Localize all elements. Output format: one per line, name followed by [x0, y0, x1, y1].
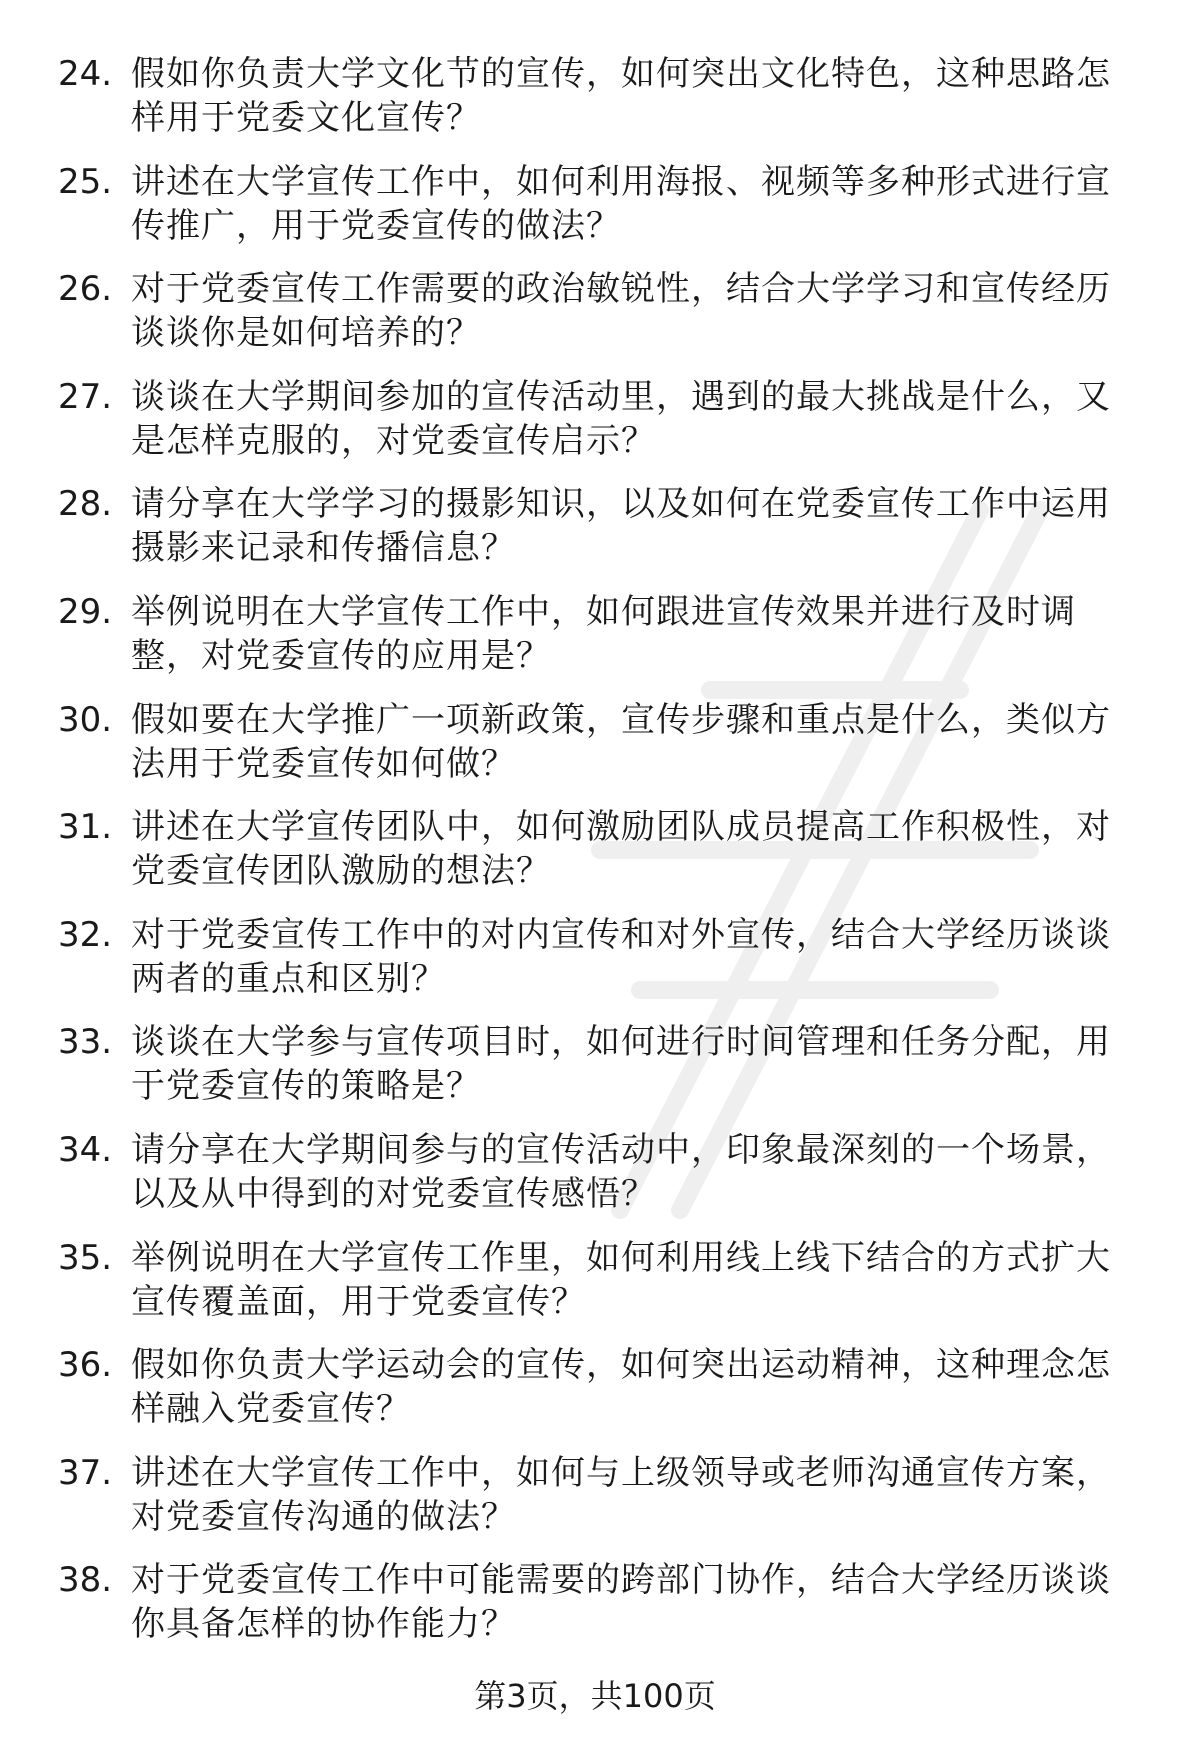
- question-number: 32.: [58, 914, 113, 955]
- question-item: [0, 267, 1190, 375]
- question-text: 对于党委宣传工作需要的政治敏锐性，结合大学学习和宣传经历谈谈你是如何培养的？: [131, 269, 1111, 354]
- question-item: [0, 590, 1190, 698]
- question-item: [0, 1343, 1190, 1451]
- question-item: [0, 913, 1190, 1021]
- question-text: 假如你负责大学文化节的宣传，如何突出文化特色，这种思路怎样用于党委文化宣传？: [131, 54, 1111, 138]
- question-number: 30.: [58, 699, 113, 740]
- question-number: 33.: [58, 1022, 113, 1063]
- question-number: 29.: [58, 591, 113, 632]
- question-text: 对于党委宣传工作中可能需要的跨部门协作，结合大学经历谈谈你具备怎样的协作能力？: [131, 1560, 1111, 1645]
- question-item: [0, 52, 1190, 160]
- page-footer: [0, 1676, 1190, 1716]
- question-item: [0, 1128, 1190, 1236]
- question-text: 举例说明在大学宣传工作里，如何利用线上线下结合的方式扩大宣传覆盖面，用于党委宣传？: [131, 1237, 1111, 1322]
- question-text: 谈谈在大学参与宣传项目时，如何进行时间管理和任务分配，用于党委宣传的策略是？: [131, 1022, 1111, 1107]
- question-item: [0, 375, 1190, 483]
- question-number: 38.: [58, 1560, 113, 1601]
- question-number: 36.: [58, 1345, 113, 1386]
- question-text: 讲述在大学宣传工作中，如何与上级领导或老师沟通宣传方案，对党委宣传沟通的做法？: [131, 1452, 1111, 1537]
- question-item: [0, 1451, 1190, 1559]
- question-list: [0, 52, 1190, 1666]
- question-item: [0, 1558, 1190, 1666]
- question-text: 讲述在大学宣传工作中，如何利用海报、视频等多种形式进行宣传推广，用于党委宣传的做法？: [131, 161, 1111, 246]
- question-number: 34.: [58, 1129, 113, 1170]
- page-number-label: 第3页，共100页: [474, 1677, 716, 1715]
- question-text: 对于党委宣传工作中的对内宣传和对外宣传，结合大学经历谈谈两者的重点和区别？: [131, 914, 1111, 999]
- question-number: 26.: [58, 269, 113, 310]
- question-item: [0, 698, 1190, 806]
- question-text: 假如要在大学推广一项新政策，宣传步骤和重点是什么，类似方法用于党委宣传如何做？: [131, 699, 1111, 784]
- question-item: [0, 160, 1190, 268]
- question-number: 24.: [58, 54, 113, 94]
- question-item: [0, 1020, 1190, 1128]
- question-text: 举例说明在大学宣传工作中，如何跟进宣传效果并进行及时调整，对党委宣传的应用是？: [131, 591, 1076, 676]
- question-number: 31.: [58, 807, 113, 848]
- question-text: 请分享在大学期间参与的宣传活动中，印象最深刻的一个场景，以及从中得到的对党委宣传感悟？: [131, 1129, 1111, 1214]
- question-item: [0, 805, 1190, 913]
- question-item: [0, 1236, 1190, 1344]
- question-text: 请分享在大学学习的摄影知识，以及如何在党委宣传工作中运用摄影来记录和传播信息？: [131, 484, 1111, 569]
- question-number: 28.: [58, 484, 113, 525]
- question-text: 谈谈在大学期间参加的宣传活动里，遇到的最大挑战是什么，又是怎样克服的，对党委宣传启示？: [131, 376, 1111, 461]
- question-item: [0, 482, 1190, 590]
- question-text: 假如你负责大学运动会的宣传，如何突出运动精神，这种理念怎样融入党委宣传？: [131, 1345, 1111, 1430]
- question-number: 37.: [58, 1452, 113, 1493]
- question-text: 讲述在大学宣传团队中，如何激励团队成员提高工作积极性，对党委宣传团队激励的想法？: [131, 807, 1111, 892]
- question-number: 35.: [58, 1237, 113, 1278]
- question-number: 25.: [58, 161, 113, 202]
- question-number: 27.: [58, 376, 113, 417]
